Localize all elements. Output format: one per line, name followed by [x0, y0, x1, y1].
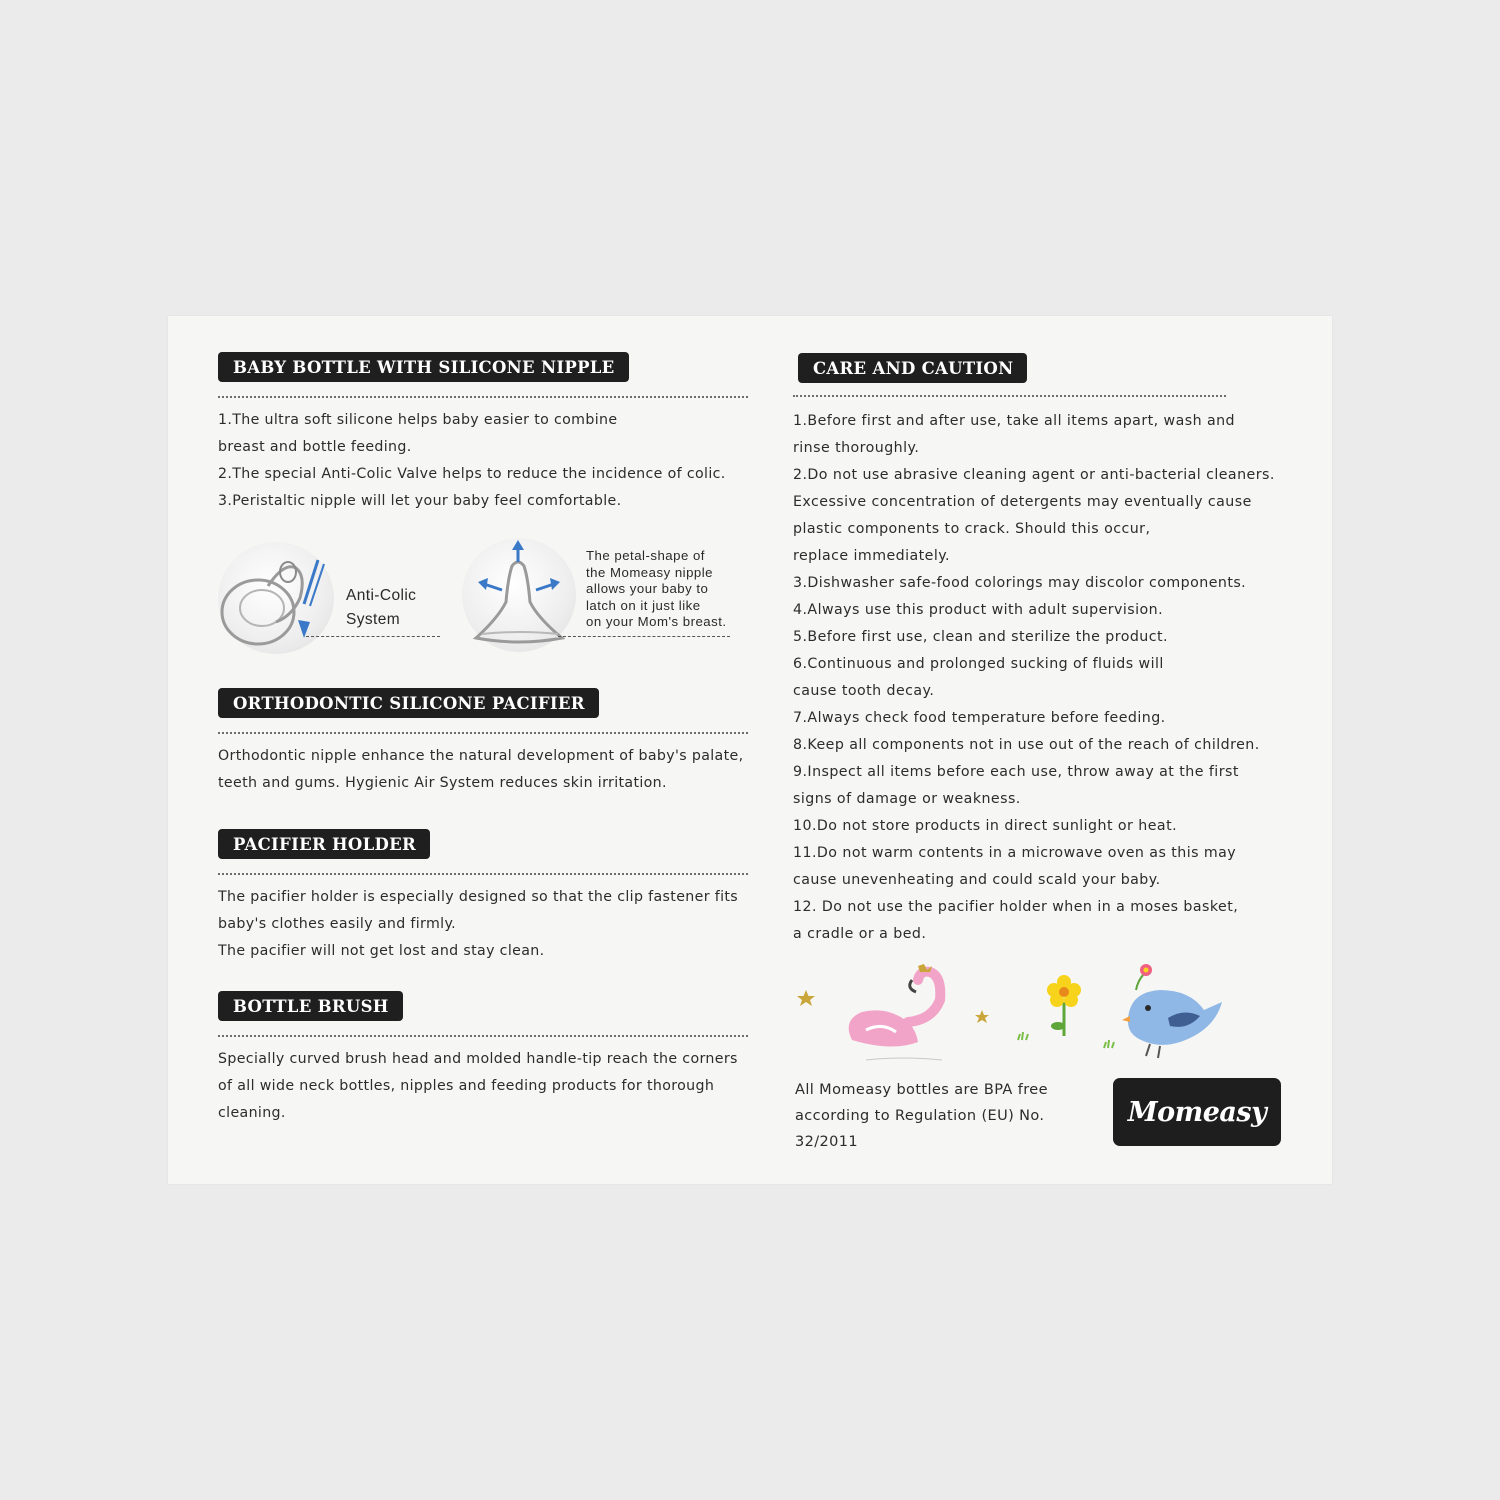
text-line: The petal-shape of: [586, 548, 705, 563]
bird-icon: [1122, 964, 1222, 1058]
pacifier-holder-text: [218, 884, 748, 965]
text-line: 6.Continuous and prolonged sucking of fluids will: [793, 656, 1164, 672]
baby-bottle-text: [218, 407, 748, 515]
section-pacifier-holder: [218, 829, 748, 965]
text-line: 10.Do not store products in direct sunlight or heat.: [793, 818, 1178, 834]
dotted-divider: [218, 873, 748, 875]
text-line: 11.Do not warm contents in a microwave oven as this may: [793, 845, 1237, 861]
flamingo-icon: [849, 964, 942, 1060]
text-line: on your Mom's breast.: [586, 614, 727, 629]
text-line: The pacifier will not get lost and stay clean.: [218, 943, 545, 959]
bpa-free-note: [795, 1077, 1048, 1155]
star-icon: [975, 1010, 989, 1023]
text-line: the Momeasy nipple: [586, 564, 714, 580]
text-line: Excessive concentration of detergents may eventually cause: [793, 494, 1252, 510]
instruction-card: [168, 316, 1332, 1184]
text-line: cause unevenheating and could scald your baby.: [793, 872, 1161, 888]
anti-colic-label: [346, 584, 416, 632]
text-line: cleaning.: [218, 1105, 286, 1121]
care-caution-text: [793, 408, 1293, 948]
momeasy-logo: [1113, 1078, 1281, 1146]
heading-bottle-brush: BOTTLE BRUSH: [218, 991, 403, 1021]
text-line: 12. Do not use the pacifier holder when in a moses basket,: [793, 899, 1239, 915]
dashed-line: [306, 636, 440, 637]
text-line: 5.Before first use, clean and sterilize the product.: [793, 629, 1168, 645]
text-line: Orthodontic nipple enhance the natural development of baby's palate,: [218, 748, 744, 764]
text-line: rinse thoroughly.: [793, 440, 920, 456]
text-line: System: [346, 611, 401, 628]
dotted-divider: [793, 395, 1226, 397]
flower-icon: [1047, 975, 1081, 1036]
section-pacifier: [218, 688, 748, 797]
text-line: breast and bottle feeding.: [218, 439, 412, 455]
nipple-anti-colic-icon: [218, 542, 338, 658]
heading-baby-bottle: BABY BOTTLE WITH SILICONE NIPPLE: [218, 352, 629, 382]
text-line: 4.Always use this product with adult supervision.: [793, 602, 1164, 618]
section-baby-bottle: [218, 352, 748, 515]
text-line: latch on it just like: [586, 597, 701, 613]
text-line: 8.Keep all components not in use out of the reach of children.: [793, 737, 1260, 753]
text-line: replace immediately.: [793, 548, 950, 564]
pacifier-text: [218, 743, 748, 797]
dotted-divider: [218, 732, 748, 734]
nipple-illustrations: [218, 538, 748, 658]
text-line: teeth and gums. Hygienic Air System reduces skin irritation.: [218, 775, 667, 791]
logo-text: Momeasy: [1127, 1096, 1267, 1128]
text-line: according to Regulation (EU) No.: [795, 1108, 1045, 1124]
text-line: 3.Peristaltic nipple will let your baby feel comfortable.: [218, 493, 622, 509]
petal-description: [586, 548, 727, 631]
bottle-brush-text: [218, 1046, 748, 1127]
text-line: Anti-Colic: [346, 587, 417, 604]
text-line: cause tooth decay.: [793, 683, 935, 699]
text-line: a cradle or a bed.: [793, 926, 927, 942]
text-line: The pacifier holder is especially designed so that the clip fastener fits: [218, 889, 739, 905]
star-icon: [797, 990, 815, 1006]
text-line: 1.The ultra soft silicone helps baby easier to combine: [218, 412, 618, 428]
dotted-divider: [218, 396, 748, 398]
text-line: plastic components to crack. Should this occur,: [793, 521, 1151, 537]
text-line: 2.Do not use abrasive cleaning agent or anti-bacterial cleaners.: [793, 467, 1275, 483]
text-line: 32/2011: [795, 1134, 859, 1150]
text-line: allows your baby to: [586, 581, 709, 596]
decorative-illustrations: [792, 960, 1232, 1080]
text-line: 1.Before first and after use, take all items apart, wash and: [793, 413, 1236, 429]
heading-pacifier-holder: PACIFIER HOLDER: [218, 829, 430, 859]
text-line: 2.The special Anti-Colic Valve helps to reduce the incidence of colic.: [218, 466, 726, 482]
text-line: signs of damage or weakness.: [793, 791, 1021, 807]
right-column: [793, 353, 1293, 948]
heading-pacifier: ORTHODONTIC SILICONE PACIFIER: [218, 688, 599, 718]
text-line: Specially curved brush head and molded handle-tip reach the corners: [218, 1051, 738, 1067]
heading-care-caution: CARE AND CAUTION: [798, 353, 1027, 383]
section-bottle-brush: [218, 991, 748, 1127]
text-line: 3.Dishwasher safe-food colorings may discolor components.: [793, 575, 1247, 591]
dashed-line: [558, 636, 730, 637]
dotted-divider: [218, 1035, 748, 1037]
text-line: All Momeasy bottles are BPA free: [795, 1082, 1048, 1098]
nipple-petal-icon: [462, 538, 580, 656]
text-line: 9.Inspect all items before each use, throw away at the first: [793, 764, 1239, 780]
text-line: baby's clothes easily and firmly.: [218, 916, 457, 932]
text-line: 7.Always check food temperature before feeding.: [793, 710, 1166, 726]
text-line: of all wide neck bottles, nipples and feeding products for thorough: [218, 1078, 715, 1094]
